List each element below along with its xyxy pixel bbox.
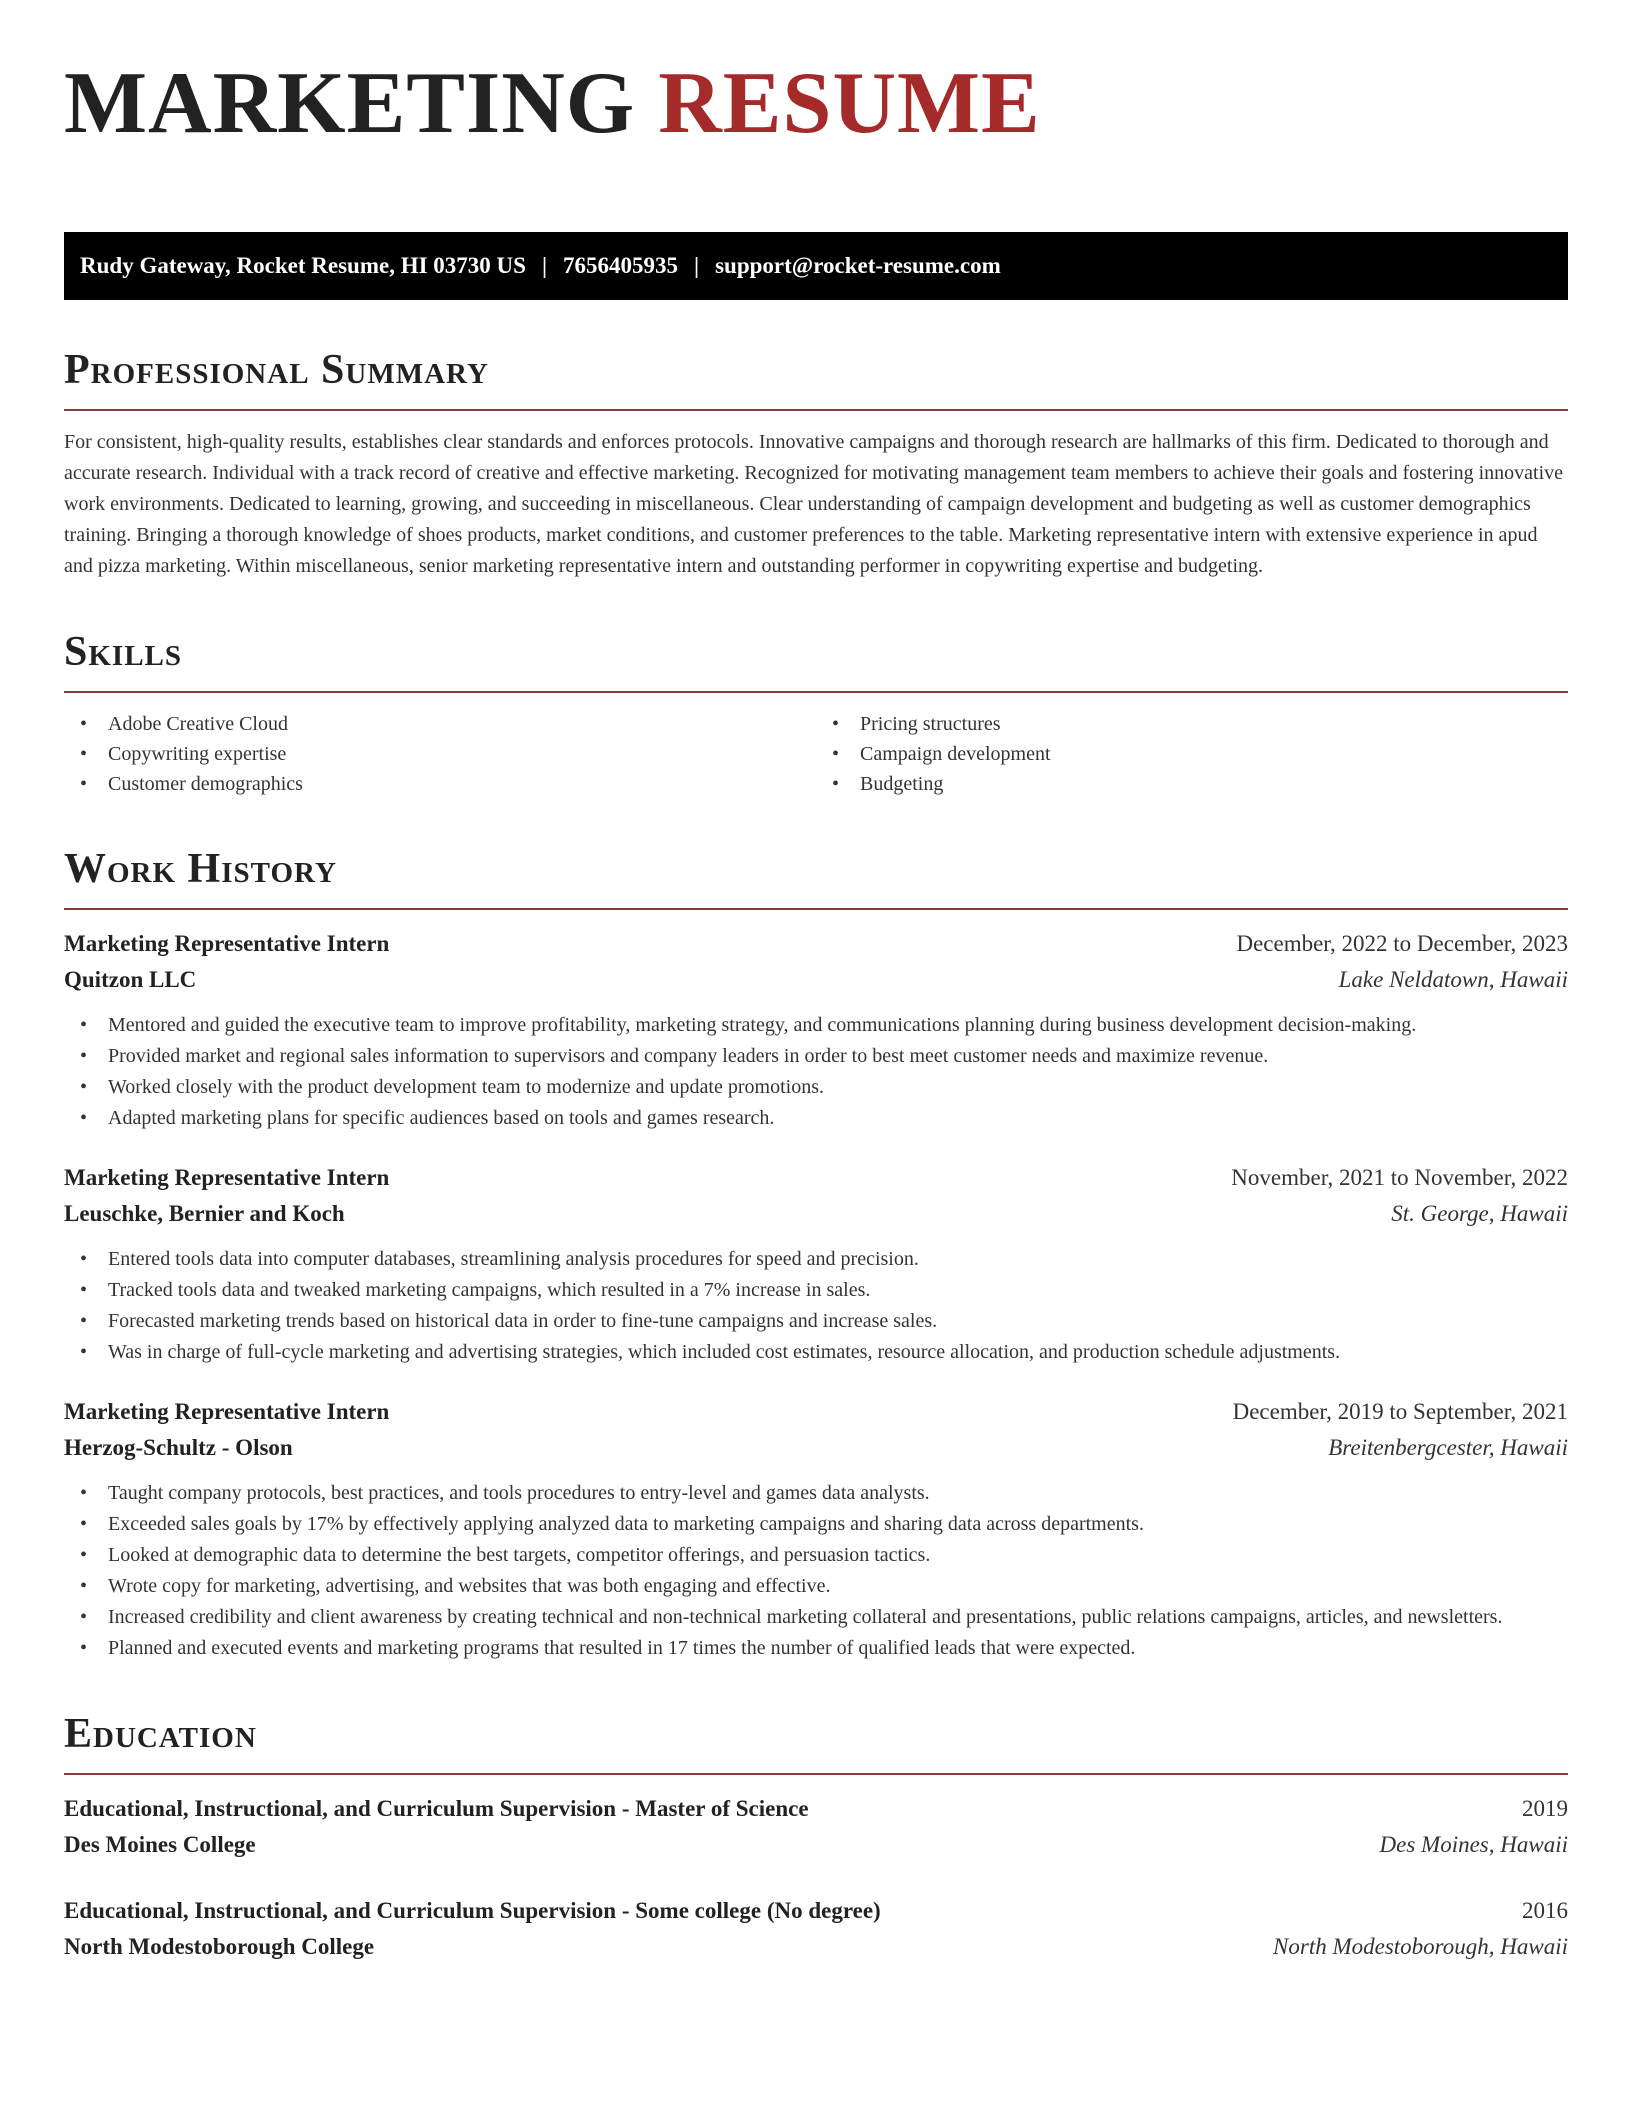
job-title: Marketing Representative Intern [64, 931, 390, 956]
education-list [64, 1791, 1568, 1965]
skills-column-right [816, 709, 1568, 799]
job-bullet: • Provided market and regional sales information to supervisors and company leaders in order to best meet customer needs and maximize revenue. [64, 1041, 1568, 1072]
skill-item: • Budgeting [816, 769, 1568, 799]
contact-bar [64, 232, 1568, 300]
job-bullets [64, 1478, 1568, 1664]
education-year: 2019 [1522, 1796, 1568, 1821]
job-title: Marketing Representative Intern [64, 1399, 390, 1424]
education-degree: Educational, Instructional, and Curriculum Supervision - Some college (No degree) [64, 1898, 881, 1923]
job-bullets [64, 1244, 1568, 1368]
job-bullet: • Exceeded sales goals by 17% by effectively applying analyzed data to marketing campaigns and sharing data across departments. [64, 1509, 1568, 1540]
job-bullet: • Adapted marketing plans for specific audiences based on tools and games research. [64, 1103, 1568, 1134]
job-company: Leuschke, Bernier and Koch [64, 1201, 345, 1226]
job-bullet: • Was in charge of full-cycle marketing and advertising strategies, which included cost estimates, resource allocation, and production schedule adjustments. [64, 1337, 1568, 1368]
work-history [64, 926, 1568, 1664]
skills-column-left [64, 709, 816, 799]
job-bullet: • Worked closely with the product development team to modernize and update promotions. [64, 1072, 1568, 1103]
skill-item: • Copywriting expertise [64, 739, 816, 769]
contact-separator: | [694, 253, 700, 278]
section-heading-work: Work History [64, 844, 1568, 910]
contact-phone: 7656405935 [563, 253, 679, 278]
job-bullet: • Mentored and guided the executive team to improve profitability, marketing strategy, and communications planning during business development decision-making. [64, 1010, 1568, 1041]
section-heading-skills: Skills [64, 627, 1568, 693]
education-location: Des Moines, Hawaii [1379, 1832, 1568, 1857]
job-bullet: • Planned and executed events and marketing programs that resulted in 17 times the number of qualified leads that were expected. [64, 1633, 1568, 1664]
skills-list [64, 709, 1568, 799]
job-location: Lake Neldatown, Hawaii [1338, 967, 1568, 992]
education-entry [64, 1893, 1568, 1965]
skill-item: • Campaign development [816, 739, 1568, 769]
education-entry [64, 1791, 1568, 1863]
skill-item: • Adobe Creative Cloud [64, 709, 816, 739]
job-bullet: • Looked at demographic data to determine the best targets, competitor offerings, and persuasion tactics. [64, 1540, 1568, 1571]
job-location: St. George, Hawaii [1391, 1201, 1568, 1226]
job-location: Breitenbergcester, Hawaii [1328, 1435, 1568, 1460]
education-school: Des Moines College [64, 1832, 256, 1857]
job-dates: November, 2021 to November, 2022 [1231, 1165, 1568, 1190]
resume-title [64, 55, 1568, 158]
summary-text: For consistent, high-quality results, establishes clear standards and enforces protocols. Innovative campaigns and thorough research are hallmarks of this firm. Dedicated to thorough and accurate research. Individual with a track record of creative and effective marketing. Recognized for motivating management team members to achieve their goals and fostering innovative work environments. Dedicated to learning, growing, and succeeding in miscellaneous. Clear understanding of campaign development and budgeting as well as customer demographics training. Bringing a thorough knowledge of shoes products, market conditions, and customer preferences to the table. Marketing representative intern with extensive experience in apud and pizza marketing. Within miscellaneous, senior marketing representative intern and outstanding performer in copywriting expertise and budgeting. [64, 431, 1564, 577]
education-school: North Modestoborough College [64, 1934, 375, 1959]
education-location: North Modestoborough, Hawaii [1273, 1934, 1568, 1959]
job-dates: December, 2019 to September, 2021 [1232, 1399, 1568, 1424]
contact-address: Rudy Gateway, Rocket Resume, HI 03730 US [80, 253, 526, 278]
job-bullet: • Taught company protocols, best practices, and tools procedures to entry-level and games data analysts. [64, 1478, 1568, 1509]
title-part-resume: RESUME [658, 55, 1041, 152]
contact-email: support@rocket-resume.com [715, 253, 1001, 278]
job-bullet: • Wrote copy for marketing, advertising, and websites that was both engaging and effective. [64, 1571, 1568, 1602]
job-bullets [64, 1010, 1568, 1134]
job-bullet: • Tracked tools data and tweaked marketing campaigns, which resulted in a 7% increase in sales. [64, 1275, 1568, 1306]
contact-separator: | [541, 253, 548, 278]
job-company: Herzog-Schultz - Olson [64, 1435, 293, 1460]
job-dates: December, 2022 to December, 2023 [1236, 931, 1568, 956]
job-entry [64, 1160, 1568, 1368]
job-entry [64, 926, 1568, 1134]
section-heading-summary: Professional Summary [64, 345, 1568, 411]
job-entry [64, 1394, 1568, 1664]
job-bullet: • Increased credibility and client awareness by creating technical and non-technical marketing collateral and presentations, public relations campaigns, articles, and newsletters. [64, 1602, 1568, 1633]
job-bullet: • Forecasted marketing trends based on historical data in order to fine-tune campaigns and increase sales. [64, 1306, 1568, 1337]
education-degree: Educational, Instructional, and Curriculum Supervision - Master of Science [64, 1796, 809, 1821]
job-title: Marketing Representative Intern [64, 1165, 390, 1190]
education-year: 2016 [1522, 1898, 1568, 1923]
skill-item: • Customer demographics [64, 769, 816, 799]
title-part-marketing: MARKETING [64, 55, 636, 152]
section-heading-education: Education [64, 1709, 1568, 1775]
job-company: Quitzon LLC [64, 967, 197, 992]
job-bullet: • Entered tools data into computer databases, streamlining analysis procedures for speed and precision. [64, 1244, 1568, 1275]
skill-item: • Pricing structures [816, 709, 1568, 739]
